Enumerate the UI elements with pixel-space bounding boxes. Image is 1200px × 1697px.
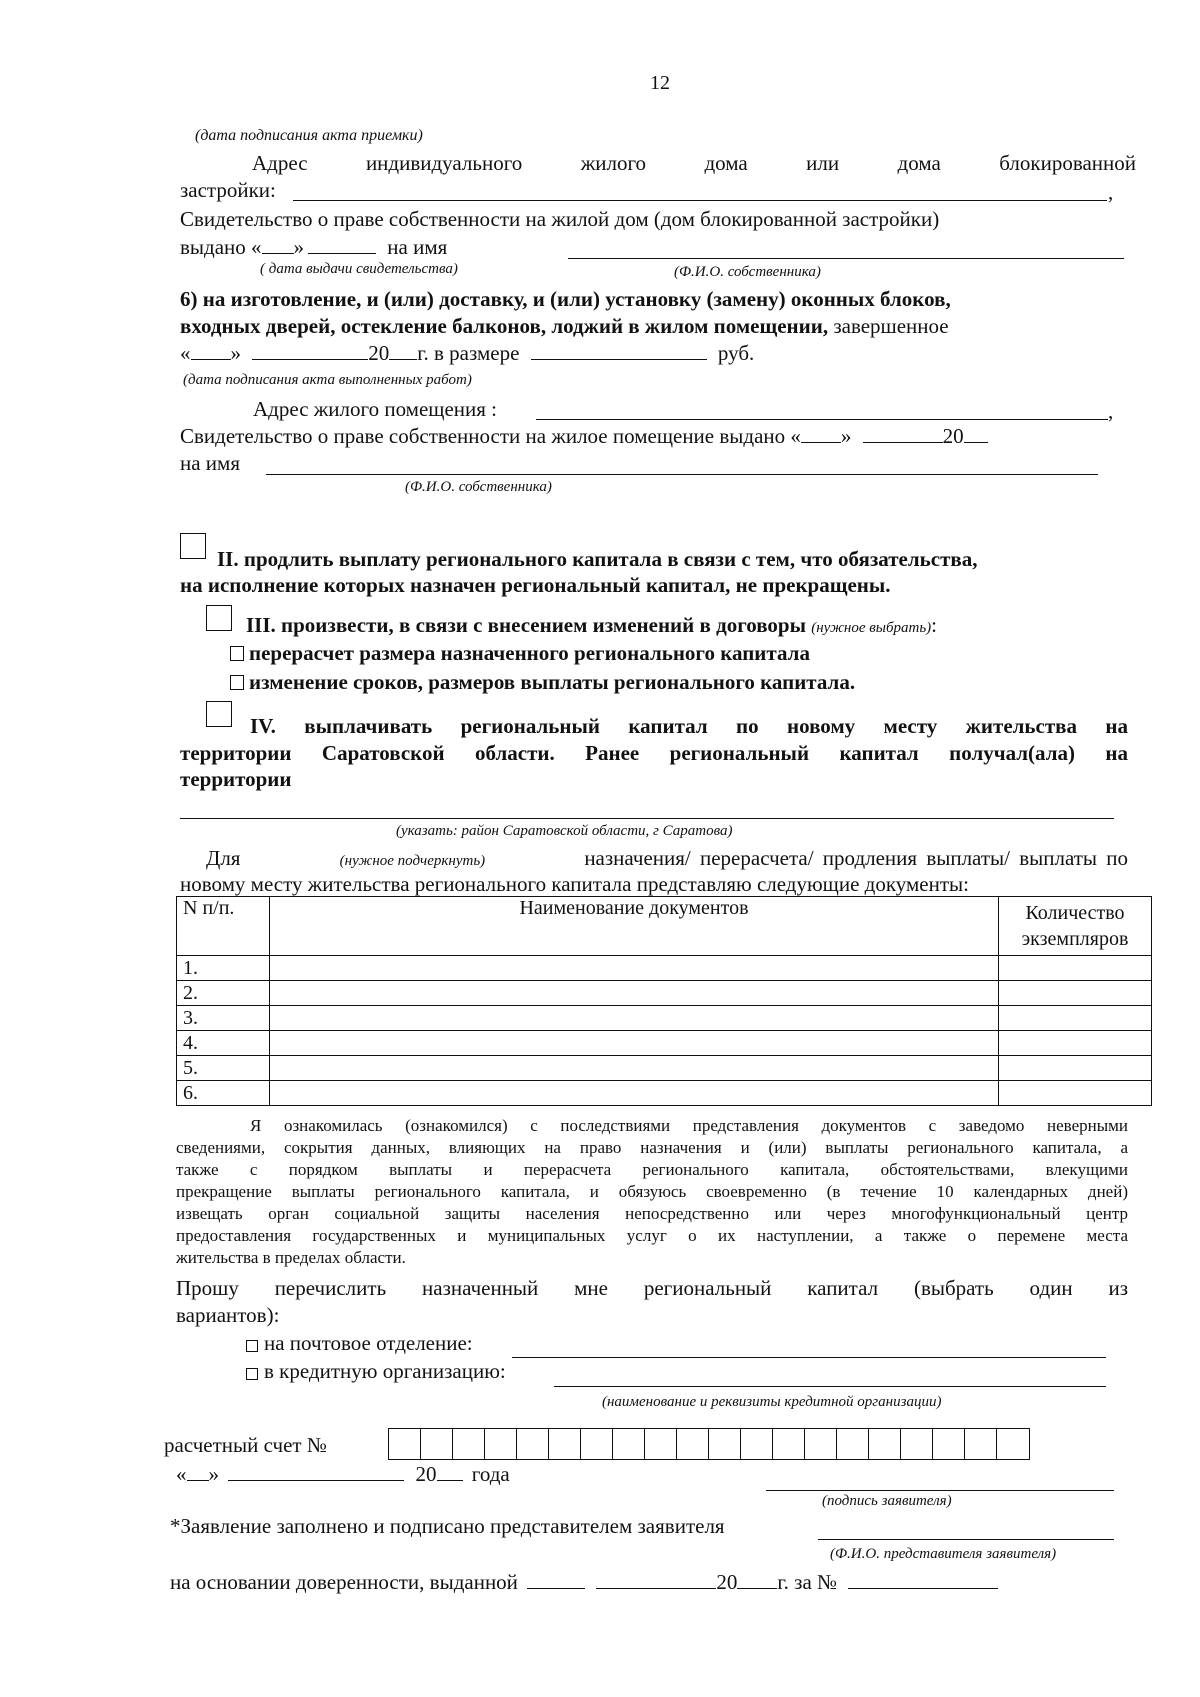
docs-intro-hint: (нужное подчеркнуть) xyxy=(339,853,486,869)
addr-word: дома xyxy=(897,151,941,175)
page-number: 12 xyxy=(650,72,670,94)
sec6-year-prefix: 20 xyxy=(368,341,390,365)
option-3-sub-1: перерасчет размера назначенного регионального капитала xyxy=(249,641,810,665)
col-qty-header xyxy=(999,897,1152,956)
poa-number-field[interactable] xyxy=(848,1570,998,1589)
account-digit-cell[interactable] xyxy=(581,1429,613,1459)
addr-word: блокированной xyxy=(999,151,1136,175)
poa-day-field[interactable] xyxy=(527,1570,585,1589)
option-2-line-1: II. продлить выплату регионального капитала в связи с тем, что обязательства, xyxy=(217,547,978,571)
table-row xyxy=(177,1031,1152,1056)
poa-year-field[interactable] xyxy=(737,1570,777,1589)
representative-line: *Заявление заполнено и подписано представителем заявителя xyxy=(170,1514,725,1538)
addr-word: дома xyxy=(704,151,748,175)
acceptance-date-caption: (дата подписания акта приемки) xyxy=(195,127,423,144)
sec6-owner-label: на имя xyxy=(180,451,240,475)
table-header xyxy=(177,897,1152,956)
account-digit-cell[interactable] xyxy=(485,1429,517,1459)
sec6-address-field[interactable] xyxy=(536,419,1108,420)
row-number: 5. xyxy=(177,1056,270,1081)
account-digit-cell[interactable] xyxy=(773,1429,805,1459)
sec6-cert-month-field[interactable] xyxy=(863,424,943,443)
option-4-checkbox[interactable] xyxy=(206,701,232,727)
sec6-title-tail: завершенное xyxy=(833,314,949,338)
account-digit-cell[interactable] xyxy=(677,1429,709,1459)
sec6-owner-field[interactable] xyxy=(266,474,1098,475)
recalc-checkbox[interactable] xyxy=(230,646,244,661)
q-close: » xyxy=(208,1462,219,1486)
sec6-cert-quote: » xyxy=(840,424,852,448)
account-digit-cell[interactable] xyxy=(453,1429,485,1459)
sec6-address-label: Адрес жилого помещения : xyxy=(253,397,497,421)
account-digit-cell[interactable] xyxy=(517,1429,549,1459)
house-address-line xyxy=(252,151,1136,176)
account-digit-cell[interactable] xyxy=(741,1429,773,1459)
sec6-amount-label: г. в размере xyxy=(417,341,520,365)
q-open: « xyxy=(176,1462,187,1486)
territory-caption: (указать: район Саратовской области, г Саратова) xyxy=(396,823,733,839)
option-3-sub-2: изменение сроков, размеров выплаты регионального капитала. xyxy=(249,670,856,694)
comma: , xyxy=(1108,399,1114,423)
col-num-label: N п/п. xyxy=(183,897,235,919)
sec6-cert-year-field[interactable] xyxy=(964,424,988,443)
option-2-checkbox[interactable] xyxy=(180,533,206,559)
account-digit-cell[interactable] xyxy=(549,1429,581,1459)
sec6-cert-year: 20 xyxy=(942,424,964,448)
notice-line: извещать орган социальной защиты населения непосредственно или через многофункциональный центр xyxy=(176,1204,1128,1223)
notice-line: также с порядком выплаты и перерасчета регионального капитала, обстоятельствами, влекущими xyxy=(176,1160,1128,1179)
sec6-amount-field[interactable] xyxy=(531,341,707,360)
poa-year-prefix: 20 xyxy=(716,1570,738,1594)
issued-month-field[interactable] xyxy=(308,235,376,254)
notice-line: предоставления государственных и муниципальных услуг о их наступлении, а также о перемене места xyxy=(176,1226,1128,1245)
submit-year-field[interactable] xyxy=(437,1462,463,1481)
account-digit-cell[interactable] xyxy=(421,1429,453,1459)
option-4-line-1: IV. выплачивать региональный капитал по новому месту жительства на xyxy=(250,714,1128,738)
poa-month-field[interactable] xyxy=(596,1570,716,1589)
submit-year-word: года xyxy=(471,1462,510,1486)
addr-word: жилого xyxy=(580,151,647,175)
addr-word: или xyxy=(806,151,840,175)
house-address-field[interactable] xyxy=(293,200,1107,201)
owner-caption: (Ф.И.О. собственника) xyxy=(674,264,821,280)
notice-line: жительства в пределах области. xyxy=(176,1248,406,1267)
representative-caption: (Ф.И.О. представителя заявителя) xyxy=(830,1546,1057,1562)
doc-qty-cell[interactable] xyxy=(999,981,1152,1006)
terms-change-checkbox[interactable] xyxy=(230,675,244,690)
doc-qty-cell[interactable] xyxy=(999,1081,1152,1106)
post-office-label: на почтовое отделение: xyxy=(264,1331,473,1355)
option-3-checkbox[interactable] xyxy=(206,605,232,631)
house-cert-issued xyxy=(180,235,447,260)
sec6-year-field[interactable] xyxy=(389,341,417,360)
house-address-label: застройки: xyxy=(180,178,276,202)
bank-field[interactable] xyxy=(554,1386,1106,1387)
q-open: « xyxy=(180,341,191,365)
sec6-title-1: 6) на изготовление, и (или) доставку, и (или) установку (замену) оконных блоков, xyxy=(180,287,951,311)
submit-month-field[interactable] xyxy=(228,1462,404,1481)
docs-intro-rest: назначения/ перерасчета/ продления выплаты/ выплаты по xyxy=(584,846,1128,870)
house-cert-line: Свидетельство о праве собственности на жилой дом (дом блокированной застройки) xyxy=(180,207,940,231)
comma: , xyxy=(1108,180,1114,204)
option-2-line-2: на исполнение которых назначен региональный капитал, не прекращены. xyxy=(180,573,891,597)
q-close: » xyxy=(230,341,241,365)
doc-name-cell[interactable] xyxy=(270,981,999,1006)
notice-line: сведениями, сокрытия данных, влияющих на право назначения и (или) выплаты регионального капитала, а xyxy=(176,1138,1128,1157)
account-digit-cell[interactable] xyxy=(965,1429,997,1459)
account-digit-cell[interactable] xyxy=(901,1429,933,1459)
row-number: 3. xyxy=(177,1006,270,1031)
docs-intro-2: новому месту жительства регионального капитала представляю следующие документы: xyxy=(180,872,969,896)
doc-name-cell[interactable] xyxy=(270,956,999,981)
account-digit-cell[interactable] xyxy=(933,1429,965,1459)
account-digit-cell[interactable] xyxy=(869,1429,901,1459)
sec6-date-amount xyxy=(180,341,754,366)
notice-line: Я ознакомилась (ознакомился) с последствиями представления документов с заведомо неверными xyxy=(250,1116,1128,1135)
doc-name-cell[interactable] xyxy=(270,1056,999,1081)
sec6-month-field[interactable] xyxy=(252,341,368,360)
issued-label: выдано « xyxy=(180,235,262,259)
owner-label: на имя xyxy=(387,235,448,259)
doc-qty-cell[interactable] xyxy=(999,1031,1152,1056)
sec6-title-2 xyxy=(180,314,949,339)
account-number-field[interactable] xyxy=(388,1428,1030,1460)
sec6-day-field[interactable] xyxy=(191,341,231,360)
docs-intro-word: Для xyxy=(206,846,241,870)
representative-field[interactable] xyxy=(818,1539,1114,1540)
signature-caption: (подпись заявителя) xyxy=(822,1493,952,1509)
row-number: 6. xyxy=(177,1081,270,1106)
previous-territory-field[interactable] xyxy=(180,818,1114,819)
sec6-currency: руб. xyxy=(717,341,755,365)
applicant-signature-field[interactable] xyxy=(766,1490,1114,1491)
doc-qty-cell[interactable] xyxy=(999,1006,1152,1031)
col-num-header xyxy=(177,897,270,956)
bank-checkbox[interactable] xyxy=(246,1368,258,1380)
col-name-header xyxy=(270,897,999,956)
sec6-title-bold: входных дверей, остекление балконов, лоджий в жилом помещении, xyxy=(180,314,829,338)
sec6-cert-line xyxy=(180,424,988,449)
post-office-field[interactable] xyxy=(512,1357,1106,1358)
table-row xyxy=(177,1081,1152,1106)
sec6-owner-caption: (Ф.И.О. собственника) xyxy=(405,479,552,495)
addr-word: индивидуального xyxy=(365,151,523,175)
option-3-label: III. произвести, в связи с внесением изменений в договоры xyxy=(246,613,806,637)
issued-quote: » xyxy=(293,235,305,259)
row-number: 1. xyxy=(177,956,270,981)
sec6-date-caption: (дата подписания акта выполненных работ) xyxy=(183,372,472,388)
notice-line: прекращение выплаты регионального капитала, и обязуюсь своевременно (в течение 10 календарных дней) xyxy=(176,1182,1128,1201)
account-digit-cell[interactable] xyxy=(805,1429,837,1459)
col-qty-label-2: экземпляров xyxy=(1021,928,1129,950)
submission-date xyxy=(176,1462,510,1487)
payment-line-2: вариантов): xyxy=(176,1303,280,1327)
colon: : xyxy=(931,613,937,637)
post-office-checkbox[interactable] xyxy=(246,1340,258,1352)
poa-label: на основании доверенности, выданной xyxy=(170,1570,518,1594)
table-row xyxy=(177,1056,1152,1081)
sec6-cert-label: Свидетельство о праве собственности на жилое помещение выдано « xyxy=(180,424,801,448)
poa-number-label: г. за № xyxy=(777,1570,838,1594)
account-digit-cell[interactable] xyxy=(709,1429,741,1459)
option-3-title xyxy=(246,613,937,638)
account-digit-cell[interactable] xyxy=(389,1429,421,1459)
submit-year-prefix: 20 xyxy=(415,1462,437,1486)
doc-name-cell[interactable] xyxy=(270,1081,999,1106)
doc-name-cell[interactable] xyxy=(270,1006,999,1031)
documents-table xyxy=(176,896,1152,1106)
power-of-attorney-line xyxy=(170,1570,998,1595)
addr-word: Адрес xyxy=(252,151,308,175)
account-digit-cell[interactable] xyxy=(837,1429,869,1459)
house-owner-field[interactable] xyxy=(568,258,1124,259)
account-digit-cell[interactable] xyxy=(997,1429,1029,1459)
account-label: расчетный счет № xyxy=(164,1433,327,1457)
table-row xyxy=(177,981,1152,1006)
bank-caption: (наименование и реквизиты кредитной организации) xyxy=(602,1394,942,1410)
table-row xyxy=(177,956,1152,981)
col-name-label: Наименование документов xyxy=(519,897,749,919)
option-4-line-2: территории Саратовской области. Ранее региональный капитал получал(ала) на xyxy=(180,741,1128,765)
issued-day-field[interactable] xyxy=(262,235,294,254)
payment-line-1: Прошу перечислить назначенный мне региональный капитал (выбрать один из xyxy=(176,1276,1128,1300)
option-3-hint: (нужное выбрать) xyxy=(811,620,932,636)
table-row xyxy=(177,1006,1152,1031)
row-number: 2. xyxy=(177,981,270,1006)
doc-qty-cell[interactable] xyxy=(999,1056,1152,1081)
bank-label: в кредитную организацию: xyxy=(264,1359,506,1383)
sec6-cert-day-field[interactable] xyxy=(801,424,841,443)
issue-date-caption: ( дата выдачи свидетельства) xyxy=(260,261,458,277)
docs-intro xyxy=(206,846,1128,871)
col-qty-label-1: Количество xyxy=(1025,902,1125,924)
account-digit-cell[interactable] xyxy=(613,1429,645,1459)
doc-name-cell[interactable] xyxy=(270,1031,999,1056)
row-number: 4. xyxy=(177,1031,270,1056)
option-4-line-3: территории xyxy=(180,767,292,791)
doc-qty-cell[interactable] xyxy=(999,956,1152,981)
account-digit-cell[interactable] xyxy=(645,1429,677,1459)
submit-day-field[interactable] xyxy=(187,1462,209,1481)
